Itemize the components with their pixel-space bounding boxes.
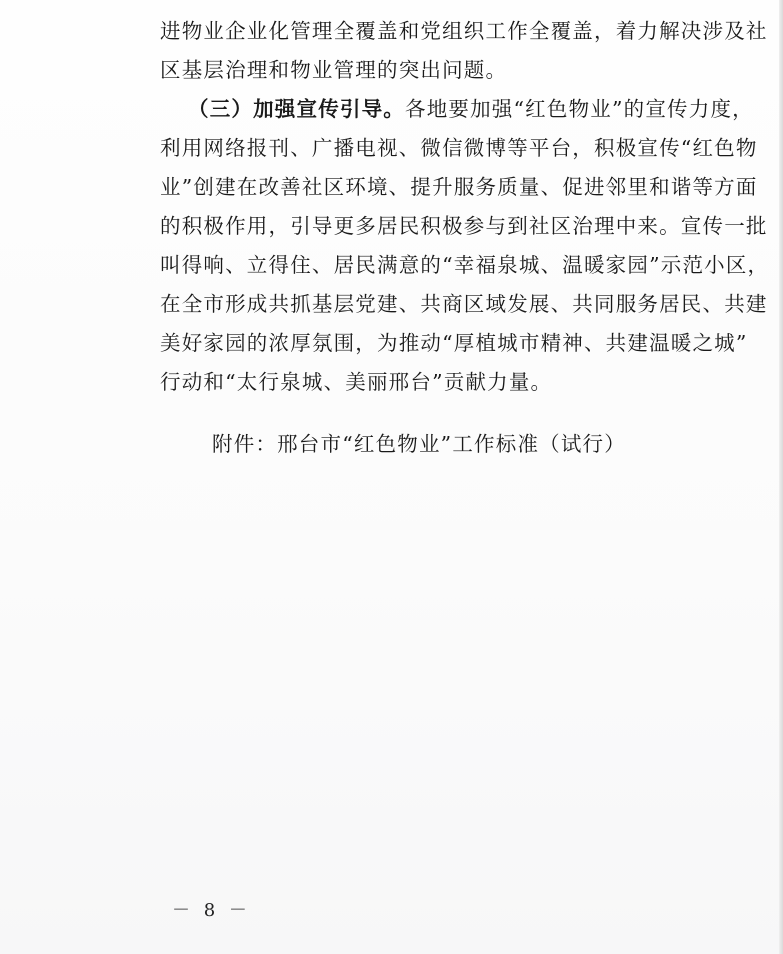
body-line: 行动和“太行泉城、美丽邢台”贡献力量。 (160, 370, 553, 394)
page-edge (779, 0, 783, 954)
body-line: 的积极作用，引导更多居民积极参与到社区治理中来。宣传一批 (160, 214, 768, 238)
body-line: 在全市形成共抓基层党建、共商区域发展、共同服务居民、共建 (160, 292, 768, 316)
body-line: 业”创建在改善社区环境、提升服务质量、促进邻里和谐等方面 (160, 175, 758, 199)
page-number: － 8 － (172, 900, 251, 921)
body-line: 美好家园的浓厚氛围，为推动“厚植城市精神、共建温暖之城” (160, 331, 748, 355)
section-heading: （三）加强宣传引导。 (188, 97, 405, 121)
section-paragraph-first-line (188, 96, 768, 122)
body-line: 利用网络报刊、广播电视、微信微博等平台，积极宣传“红色物 (160, 136, 758, 160)
body-text: 各地要加强“红色物业”的宣传力度， (405, 97, 754, 121)
body-line: 叫得响、立得住、居民满意的“幸福泉城、温暖家园”示范小区， (160, 253, 770, 277)
attachment-note: 附件：邢台市“红色物业”工作标准（试行） (212, 432, 626, 456)
body-line: 区基层治理和物业管理的突出问题。 (160, 58, 508, 82)
body-line: 进物业企业化管理全覆盖和党组织工作全覆盖，着力解决涉及社 (160, 19, 768, 43)
